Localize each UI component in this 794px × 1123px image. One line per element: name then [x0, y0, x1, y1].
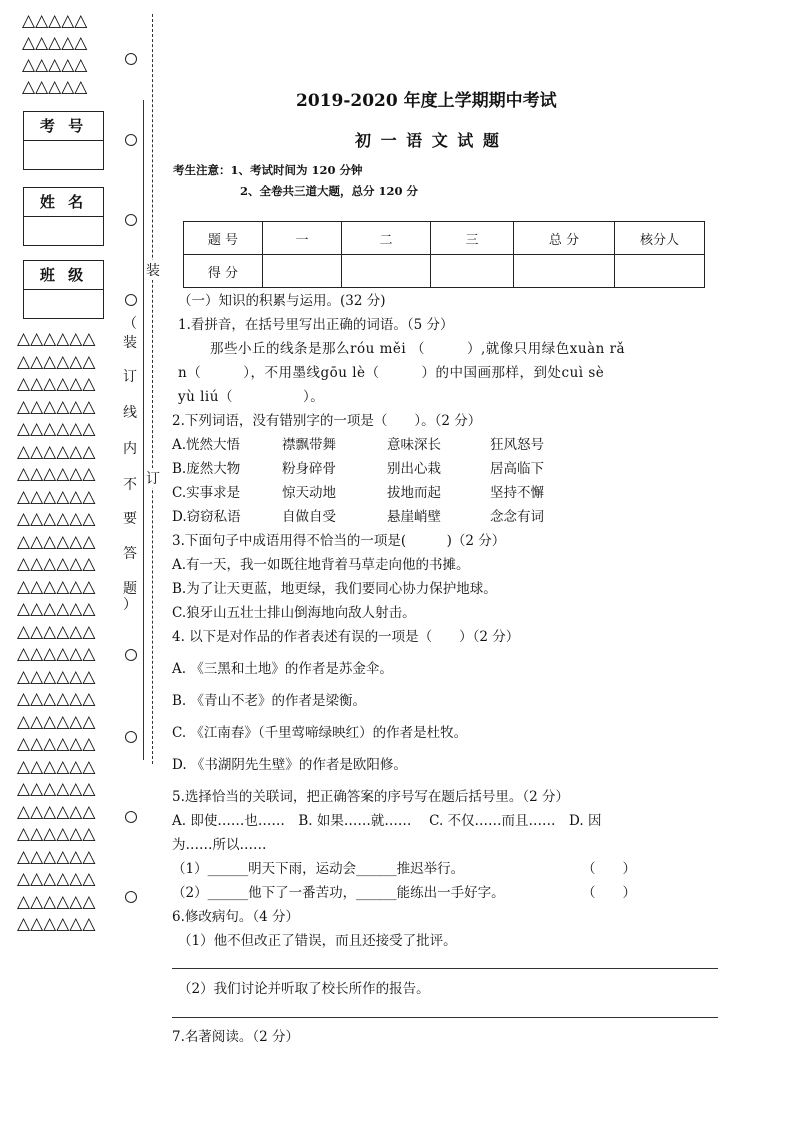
- question-5-sentence: （2）______他下了一番苦功，______能练出一手好字。: [172, 885, 505, 901]
- option-word: 狂风怒号: [490, 437, 544, 453]
- option-word: 坚持不懈: [490, 485, 544, 501]
- question-1-stem: 1.看拼音，在括号里写出正确的词语。（5 分）: [178, 317, 454, 333]
- triangle-row: △△△△△△: [17, 531, 96, 552]
- question-5-stem: 5.选择恰当的关联词，把正确答案的序号写在题后括号里。（2 分）: [172, 789, 570, 805]
- triangle-row: △△△△△△: [17, 801, 96, 822]
- row-label: 得 分: [184, 255, 263, 288]
- score-cell[interactable]: [431, 255, 514, 288]
- question-7-stem: 7.名著阅读。（2 分）: [172, 1029, 300, 1045]
- question-1-line: 那些小丘的线条是那么róu měi （ ）,就像只用绿色xuàn rǎ: [210, 341, 626, 357]
- triangle-row: △△△△△△: [17, 621, 96, 642]
- exam-number-label: 考 号: [24, 112, 103, 141]
- option-word: 惊天动地: [282, 485, 336, 501]
- binding-circle: [125, 134, 137, 146]
- triangle-row: △△△△△: [22, 55, 88, 75]
- triangle-row: △△△△△△: [17, 779, 96, 799]
- triangle-row: △△△△△△: [17, 824, 96, 844]
- option-word: 别出心栽: [387, 461, 441, 477]
- margin-zhuang: 装: [146, 260, 160, 280]
- binding-open-paren: （: [123, 316, 137, 332]
- option-word: 襟飘带舞: [282, 437, 336, 453]
- question-2-stem: 2.下列词语，没有错别字的一项是（ ）。（2 分）: [172, 413, 482, 429]
- triangle-row: △△△△△△: [17, 329, 96, 349]
- question-5-sentence: （1）______明天下雨，运动会______推迟举行。: [172, 861, 465, 877]
- question-3-stem: 3.下面句子中成语用得不恰当的一项是( )（2 分）: [172, 533, 506, 549]
- question-4-option: C. 《江南春》（千里莺啼绿映红）的作者是杜牧。: [172, 725, 468, 741]
- triangle-row: △△△△△△: [17, 486, 96, 507]
- option-word: 拔地而起: [387, 485, 441, 501]
- score-cell[interactable]: [514, 255, 615, 288]
- question-4-option: D. 《书湖阴先生壁》的作者是欧阳修。: [172, 757, 407, 773]
- exam-note-1: 考生注意：1、考试时间为 120 分钟: [173, 163, 363, 177]
- binding-solid-line: [143, 100, 144, 760]
- binding-char: 线: [123, 405, 137, 421]
- triangle-row: △△△△△△: [17, 644, 96, 664]
- class-label: 班 级: [24, 261, 103, 290]
- triangle-row: △△△△△△: [17, 869, 96, 889]
- triangle-row: △△△△△△: [17, 419, 96, 439]
- binding-close-paren: ）: [123, 597, 137, 613]
- triangle-row: △△△△△△: [17, 599, 96, 619]
- triangle-row: △△△△△△: [17, 666, 96, 687]
- option-word: 念念有词: [490, 509, 544, 525]
- binding-char: 答: [123, 546, 137, 562]
- triangle-row: △△△△△△: [17, 374, 96, 394]
- triangle-block-bottom: [17, 328, 95, 936]
- triangle-row: △△△△△: [22, 77, 88, 97]
- binding-char: 题: [123, 581, 137, 597]
- table-row: [184, 255, 705, 288]
- score-cell[interactable]: [342, 255, 431, 288]
- exam-number-box[interactable]: [23, 111, 104, 170]
- question-4-option: A. 《三黑和土地》的作者是苏金伞。: [172, 661, 393, 677]
- triangle-row: △△△△△△: [17, 576, 96, 597]
- question-5-choices: 为……所以……: [172, 837, 267, 853]
- option-word: 粉身碎骨: [282, 461, 336, 477]
- option-word: C.实事求是: [172, 485, 241, 501]
- table-header: 二: [342, 222, 431, 255]
- answer-paren[interactable]: （ ）: [582, 861, 636, 877]
- margin-ding: 订: [146, 468, 160, 488]
- option-word: B.庞然大物: [172, 461, 241, 477]
- binding-char: 订: [123, 369, 137, 385]
- binding-circle: [125, 891, 137, 903]
- triangle-row: △△△△△: [22, 33, 88, 53]
- option-word: 悬崖峭壁: [387, 509, 441, 525]
- question-6-stem: 6.修改病句。（4 分）: [172, 909, 300, 925]
- answer-line[interactable]: [172, 1017, 718, 1018]
- option-word: 自做自受: [282, 509, 336, 525]
- binding-char: 要: [123, 511, 137, 527]
- binding-char: 不: [123, 477, 137, 493]
- table-header: 一: [263, 222, 342, 255]
- option-word: D.窃窃私语: [172, 509, 241, 525]
- answer-line[interactable]: [172, 968, 718, 969]
- question-4-stem: 4. 以下是对作品的作者表述有误的一项是（ ）（2 分）: [172, 629, 520, 645]
- question-2-option: [172, 481, 544, 501]
- binding-circle: [125, 53, 137, 65]
- triangle-row: △△△△△△: [17, 464, 96, 484]
- question-2-option: [172, 457, 544, 477]
- triangle-row: △△△△△△: [17, 734, 96, 754]
- section-heading: （一）知识的积累与运用。(32 分): [178, 293, 386, 309]
- binding-circle: [125, 649, 137, 661]
- name-box[interactable]: [23, 187, 104, 246]
- score-table: [183, 221, 705, 288]
- binding-circle: [125, 731, 137, 743]
- triangle-row: △△△△△△: [17, 711, 96, 732]
- table-header: 总 分: [514, 222, 615, 255]
- answer-paren[interactable]: （ ）: [582, 885, 636, 901]
- triangle-row: △△△△△△: [17, 846, 96, 867]
- option-word: A.恍然大悟: [172, 437, 241, 453]
- binding-char: 装: [123, 335, 137, 351]
- name-label: 姓 名: [24, 188, 103, 217]
- exam-note-2: 2、全卷共三道大题，总分 120 分: [240, 184, 419, 198]
- score-cell[interactable]: [615, 255, 705, 288]
- question-1-line: n（ ），不用墨线gōu lè（ ）的中国画那样，到处cuì sè: [178, 365, 605, 381]
- table-header: 题 号: [184, 222, 263, 255]
- question-6-sentence: （2）我们讨论并听取了校长所作的报告。: [178, 981, 430, 997]
- triangle-row: △△△△△△: [17, 756, 96, 777]
- question-2-option: [172, 433, 544, 453]
- binding-circle: [125, 214, 137, 226]
- question-4-option: B. 《青山不老》的作者是梁衡。: [172, 693, 367, 709]
- binding-dashed-line: [152, 14, 153, 764]
- binding-char: 内: [123, 441, 137, 457]
- triangle-row: △△△△△: [22, 11, 88, 31]
- page-title: 2019-2020 年度上学期期中考试: [296, 91, 557, 111]
- option-word: 居高临下: [490, 461, 544, 477]
- table-row: [184, 222, 705, 255]
- question-6-sentence: （1）他不但改正了错误，而且还接受了批评。: [178, 933, 457, 949]
- triangle-row: △△△△△△: [17, 396, 96, 417]
- triangle-row: △△△△△△: [17, 509, 96, 529]
- score-cell[interactable]: [263, 255, 342, 288]
- binding-circle: [125, 811, 137, 823]
- class-box[interactable]: [23, 260, 104, 319]
- question-3-option: A.有一天，我一如既往地背着马草走向他的书摊。: [172, 557, 470, 573]
- triangle-row: △△△△△△: [17, 914, 96, 934]
- table-header: 三: [431, 222, 514, 255]
- triangle-row: △△△△△△: [17, 351, 96, 372]
- triangle-row: △△△△△△: [17, 554, 96, 574]
- question-2-option: [172, 505, 544, 525]
- binding-circle: [125, 294, 137, 306]
- question-1-line: yù liú（ ）。: [178, 389, 325, 405]
- question-3-option: C.狼牙山五壮士排山倒海地向敌人射击。: [172, 605, 416, 621]
- triangle-row: △△△△△△: [17, 891, 96, 912]
- triangle-block-top: [22, 10, 87, 98]
- triangle-row: △△△△△△: [17, 441, 96, 462]
- table-header: 核分人: [615, 222, 705, 255]
- triangle-row: △△△△△△: [17, 689, 96, 709]
- question-3-option: B.为了让天更蓝，地更绿，我们要同心协力保护地球。: [172, 581, 497, 597]
- question-5-choices: A. 即使……也…… B. 如果……就…… C. 不仅……而且…… D. 因: [172, 813, 602, 829]
- page-subtitle: 初 一 语 文 试 题: [355, 131, 501, 150]
- option-word: 意味深长: [387, 437, 441, 453]
